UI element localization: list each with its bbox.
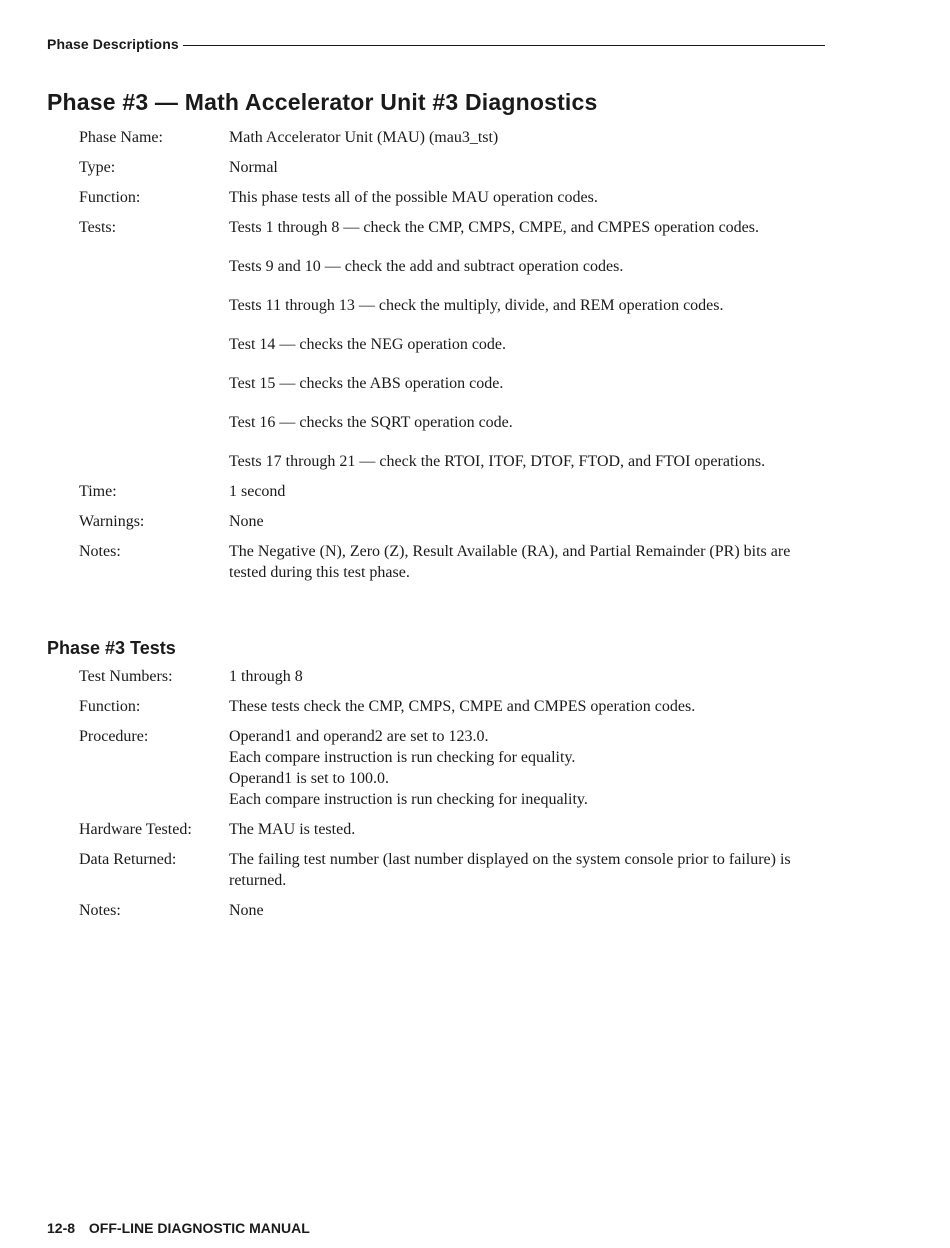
field-label: Data Returned: xyxy=(79,851,177,868)
section-heading-tests: Phase #3 Tests xyxy=(47,638,176,658)
test-paragraph: Tests 17 through 21 — check the RTOI, ITOF, DTOF, FTOD, and FTOI operations. xyxy=(229,453,766,470)
field-row-procedure xyxy=(79,726,819,810)
field-label: Function: xyxy=(79,189,141,206)
field-value: The MAU is tested. xyxy=(229,821,356,838)
field-label: Phase Name: xyxy=(79,129,163,146)
page-footer xyxy=(47,1220,310,1236)
field-row-function xyxy=(79,187,819,208)
test-paragraph: Test 16 — checks the SQRT operation code. xyxy=(229,414,513,431)
field-row-hardware-tested xyxy=(79,819,819,840)
field-row-notes xyxy=(79,541,819,583)
test-paragraph: Test 14 — checks the NEG operation code. xyxy=(229,336,507,353)
field-row-phase-name xyxy=(79,127,819,148)
field-row-function xyxy=(79,696,819,717)
field-row-time xyxy=(79,481,819,502)
test-paragraph: Tests 11 through 13 — check the multiply, divide, and REM operation codes. xyxy=(229,297,724,314)
test-paragraph: Test 15 — checks the ABS operation code. xyxy=(229,375,504,392)
field-label: Test Numbers: xyxy=(79,668,173,685)
procedure-line: Each compare instruction is run checking for inequality. xyxy=(229,791,588,808)
field-value: 1 through 8 xyxy=(229,668,303,685)
field-value: This phase tests all of the possible MAU operation codes. xyxy=(229,189,598,206)
field-label: Notes: xyxy=(79,543,121,560)
field-label: Hardware Tested: xyxy=(79,821,192,838)
running-header xyxy=(47,36,825,52)
page-title: Phase #3 — Math Accelerator Unit #3 Diagnostics xyxy=(47,89,598,115)
procedure-line: Operand1 is set to 100.0. xyxy=(229,770,389,787)
field-row-warnings xyxy=(79,511,819,532)
field-label: Warnings: xyxy=(79,513,145,530)
field-label: Notes: xyxy=(79,902,121,919)
field-row-test-numbers xyxy=(79,666,819,687)
field-row-tests xyxy=(79,217,819,472)
phase-definition-list xyxy=(79,127,819,583)
field-row-type xyxy=(79,157,819,178)
field-label: Procedure: xyxy=(79,728,149,745)
test-paragraph: Tests 1 through 8 — check the CMP, CMPS, CMPE, and CMPES operation codes. xyxy=(229,219,759,236)
running-header-title: Phase Descriptions xyxy=(47,36,179,52)
page-number: 12-8 xyxy=(47,1220,76,1236)
field-value: The failing test number (last number displayed on the system console prior to failure) is returned. xyxy=(229,851,791,889)
manual-title: OFF-LINE DIAGNOSTIC MANUAL xyxy=(88,1220,310,1236)
field-row-notes xyxy=(79,900,819,921)
procedure-lines xyxy=(229,726,819,810)
test-paragraph: Tests 9 and 10 — check the add and subtract operation codes. xyxy=(229,258,624,275)
field-value: The Negative (N), Zero (Z), Result Available (RA), and Partial Remainder (PR) bits are tested during this test phase. xyxy=(229,543,791,581)
field-value: These tests check the CMP, CMPS, CMPE and CMPES operation codes. xyxy=(229,698,696,715)
procedure-line: Operand1 and operand2 are set to 123.0. xyxy=(229,728,489,745)
field-label: Function: xyxy=(79,698,141,715)
field-value: Normal xyxy=(229,159,278,176)
field-value: None xyxy=(229,513,264,530)
field-value: Math Accelerator Unit (MAU) (mau3_tst) xyxy=(229,129,499,146)
field-label: Type: xyxy=(79,159,116,176)
procedure-line: Each compare instruction is run checking for equality. xyxy=(229,749,576,766)
field-value: None xyxy=(229,902,264,919)
field-value: 1 second xyxy=(229,483,286,500)
header-rule xyxy=(183,45,825,46)
tests-definition-list xyxy=(79,666,819,921)
field-label: Tests: xyxy=(79,219,117,236)
tests-paragraphs xyxy=(229,217,819,472)
field-row-data-returned xyxy=(79,849,819,891)
field-label: Time: xyxy=(79,483,117,500)
